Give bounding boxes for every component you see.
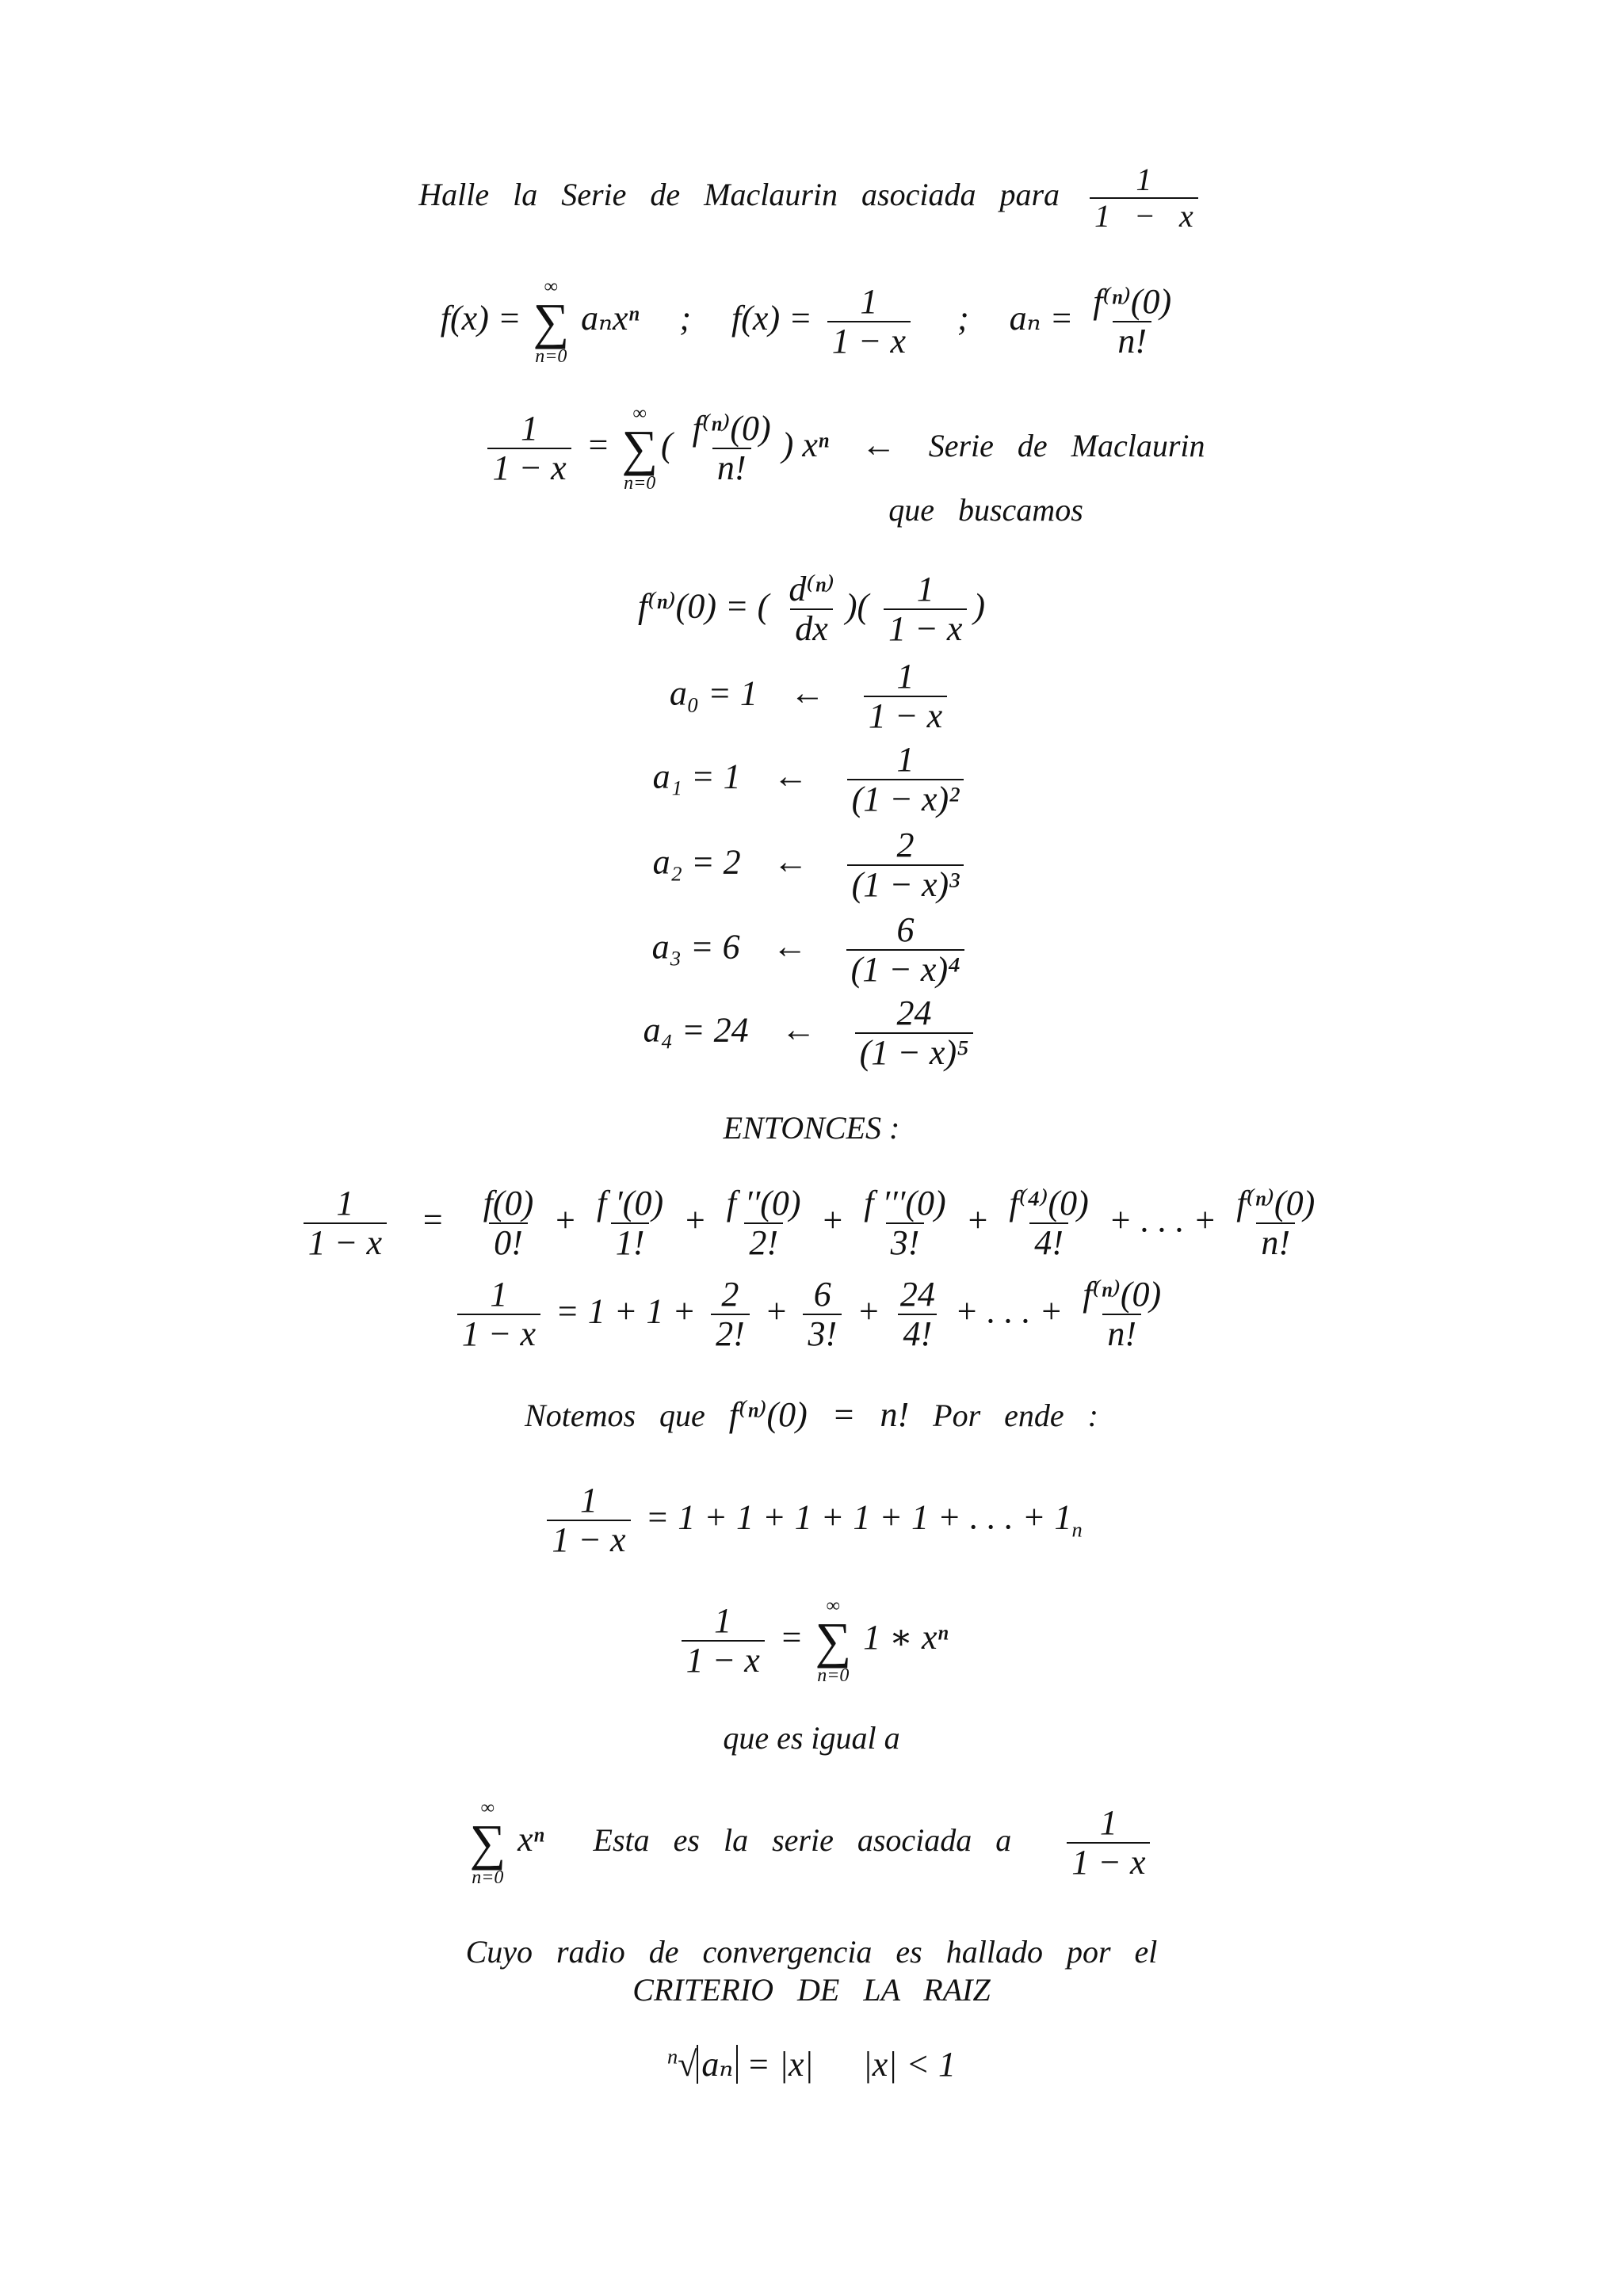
derivative-line: f⁽ⁿ⁾(0) = ( $\frac{\text{d⁽ⁿ⁾}}{dx}$ )( $\frac{1}{1 - x}$ ) [637, 570, 986, 649]
left-arrow-icon: ← [773, 757, 808, 796]
expansion-line-1: $\frac{1}{1 - x}$ = $\frac{f(0)}{0!}$ + $\frac{f '(0)}{1!}$ + $\frac{f ''(0)}{2!}$ + $\frac{f '''(0)}{3!}$ + $\frac{\text{f⁽⁴⁾(0)}}{4!}$ + . . . + $\frac{\text{f⁽ⁿ⁾(0)}}{n!}$ [0, 1184, 1623, 1263]
notemos-line: Notemos que f⁽ⁿ⁾(0) = n! Por ende : [525, 1395, 1098, 1434]
coef-row: a₄ = 24 ← $\frac{24}{\text{(1 − x)⁵}}$ [0, 994, 1623, 1073]
lhs-fraction: $\frac{1}{1 - x}$ [487, 410, 571, 488]
summation: ∞ ∑ n=0 [533, 277, 570, 367]
f-fraction: $\frac{1}{1 - x}$ [827, 283, 911, 361]
left-arrow-icon: ← [789, 673, 825, 713]
title-line [0, 162, 1623, 234]
root-test-line: $^n$√ aₙ = |x| |x| < 1 [666, 2044, 957, 2084]
expansion-line-2: $\frac{1}{1 - x}$ = 1 + 1 + $\frac{2}{2!}$ + $\frac{6}{3!}$ + $\frac{24}{4!}$ + . . . + $\frac{\text{f⁽ⁿ⁾(0)}}{n!}$ [0, 1276, 1623, 1354]
coef-row: a₁ = 1 ← $\frac{1}{\text{(1 − x)²}}$ [0, 741, 1623, 819]
left-arrow-icon: ← [861, 425, 896, 465]
coef-row: a₀ = 1 ← $\frac{1}{1 - x}$ [0, 658, 1623, 736]
summation: ∞ ∑ n=0 [621, 403, 659, 494]
final-series-line: ∞ ∑ n=0 xⁿ Esta es la serie asociada a $\frac{1}{1 - x}$ [0, 1798, 1623, 1887]
term-fraction: $\frac{\text{f⁽ⁿ⁾(0)}}{n!}$ [692, 408, 771, 487]
radius-line-1: Cuyo radio de convergencia es hallado por el [465, 1934, 1158, 1970]
radius-line-2: CRITERIO DE LA RAIZ [632, 1972, 991, 2008]
maclaurin-label-2: que buscamos [888, 492, 1083, 528]
left-arrow-icon: ← [781, 1010, 816, 1050]
coef-row: a₃ = 6 ← $\frac{6}{\text{(1 − x)⁴}}$ [0, 911, 1623, 990]
title-text: Halle la Serie de Maclaurin asociada para [418, 177, 1060, 213]
an-fraction: $\frac{\text{f⁽ⁿ⁾(0)}}{n!}$ [1093, 281, 1172, 360]
maclaurin-line: $\frac{1}{1 - x}$ = ∞ ∑ n=0 ( $\frac{\text{f⁽ⁿ⁾(0)}}{n!}$ ) xⁿ ← Serie de Maclaurin [0, 404, 1623, 493]
left-arrow-icon: ← [772, 927, 808, 967]
coef-row: a₂ = 2 ← $\frac{2}{\text{(1 − x)³}}$ [0, 826, 1623, 905]
entonces-heading: ENTONCES : [723, 1110, 900, 1146]
que-es-igual: que es igual a [723, 1720, 900, 1756]
title-fraction: $\frac{1}{1 - x}$ [1090, 162, 1198, 234]
sum-ones-line: $\frac{1}{1 - x}$ = ∞ ∑ n=0 1 ∗ xⁿ [0, 1596, 1623, 1685]
ones-line: $\frac{1}{1 - x}$ = 1 + 1 + 1 + 1 + 1 + . . . + $1_n$ [0, 1482, 1623, 1560]
definition-line: f(x) = ∞ ∑ n=0 aₙxⁿ ; f(x) = $\frac{1}{1 - x}$ ; aₙ = $\frac{\text{f⁽ⁿ⁾(0)}}{n!}$ [0, 277, 1623, 366]
left-arrow-icon: ← [773, 842, 808, 882]
